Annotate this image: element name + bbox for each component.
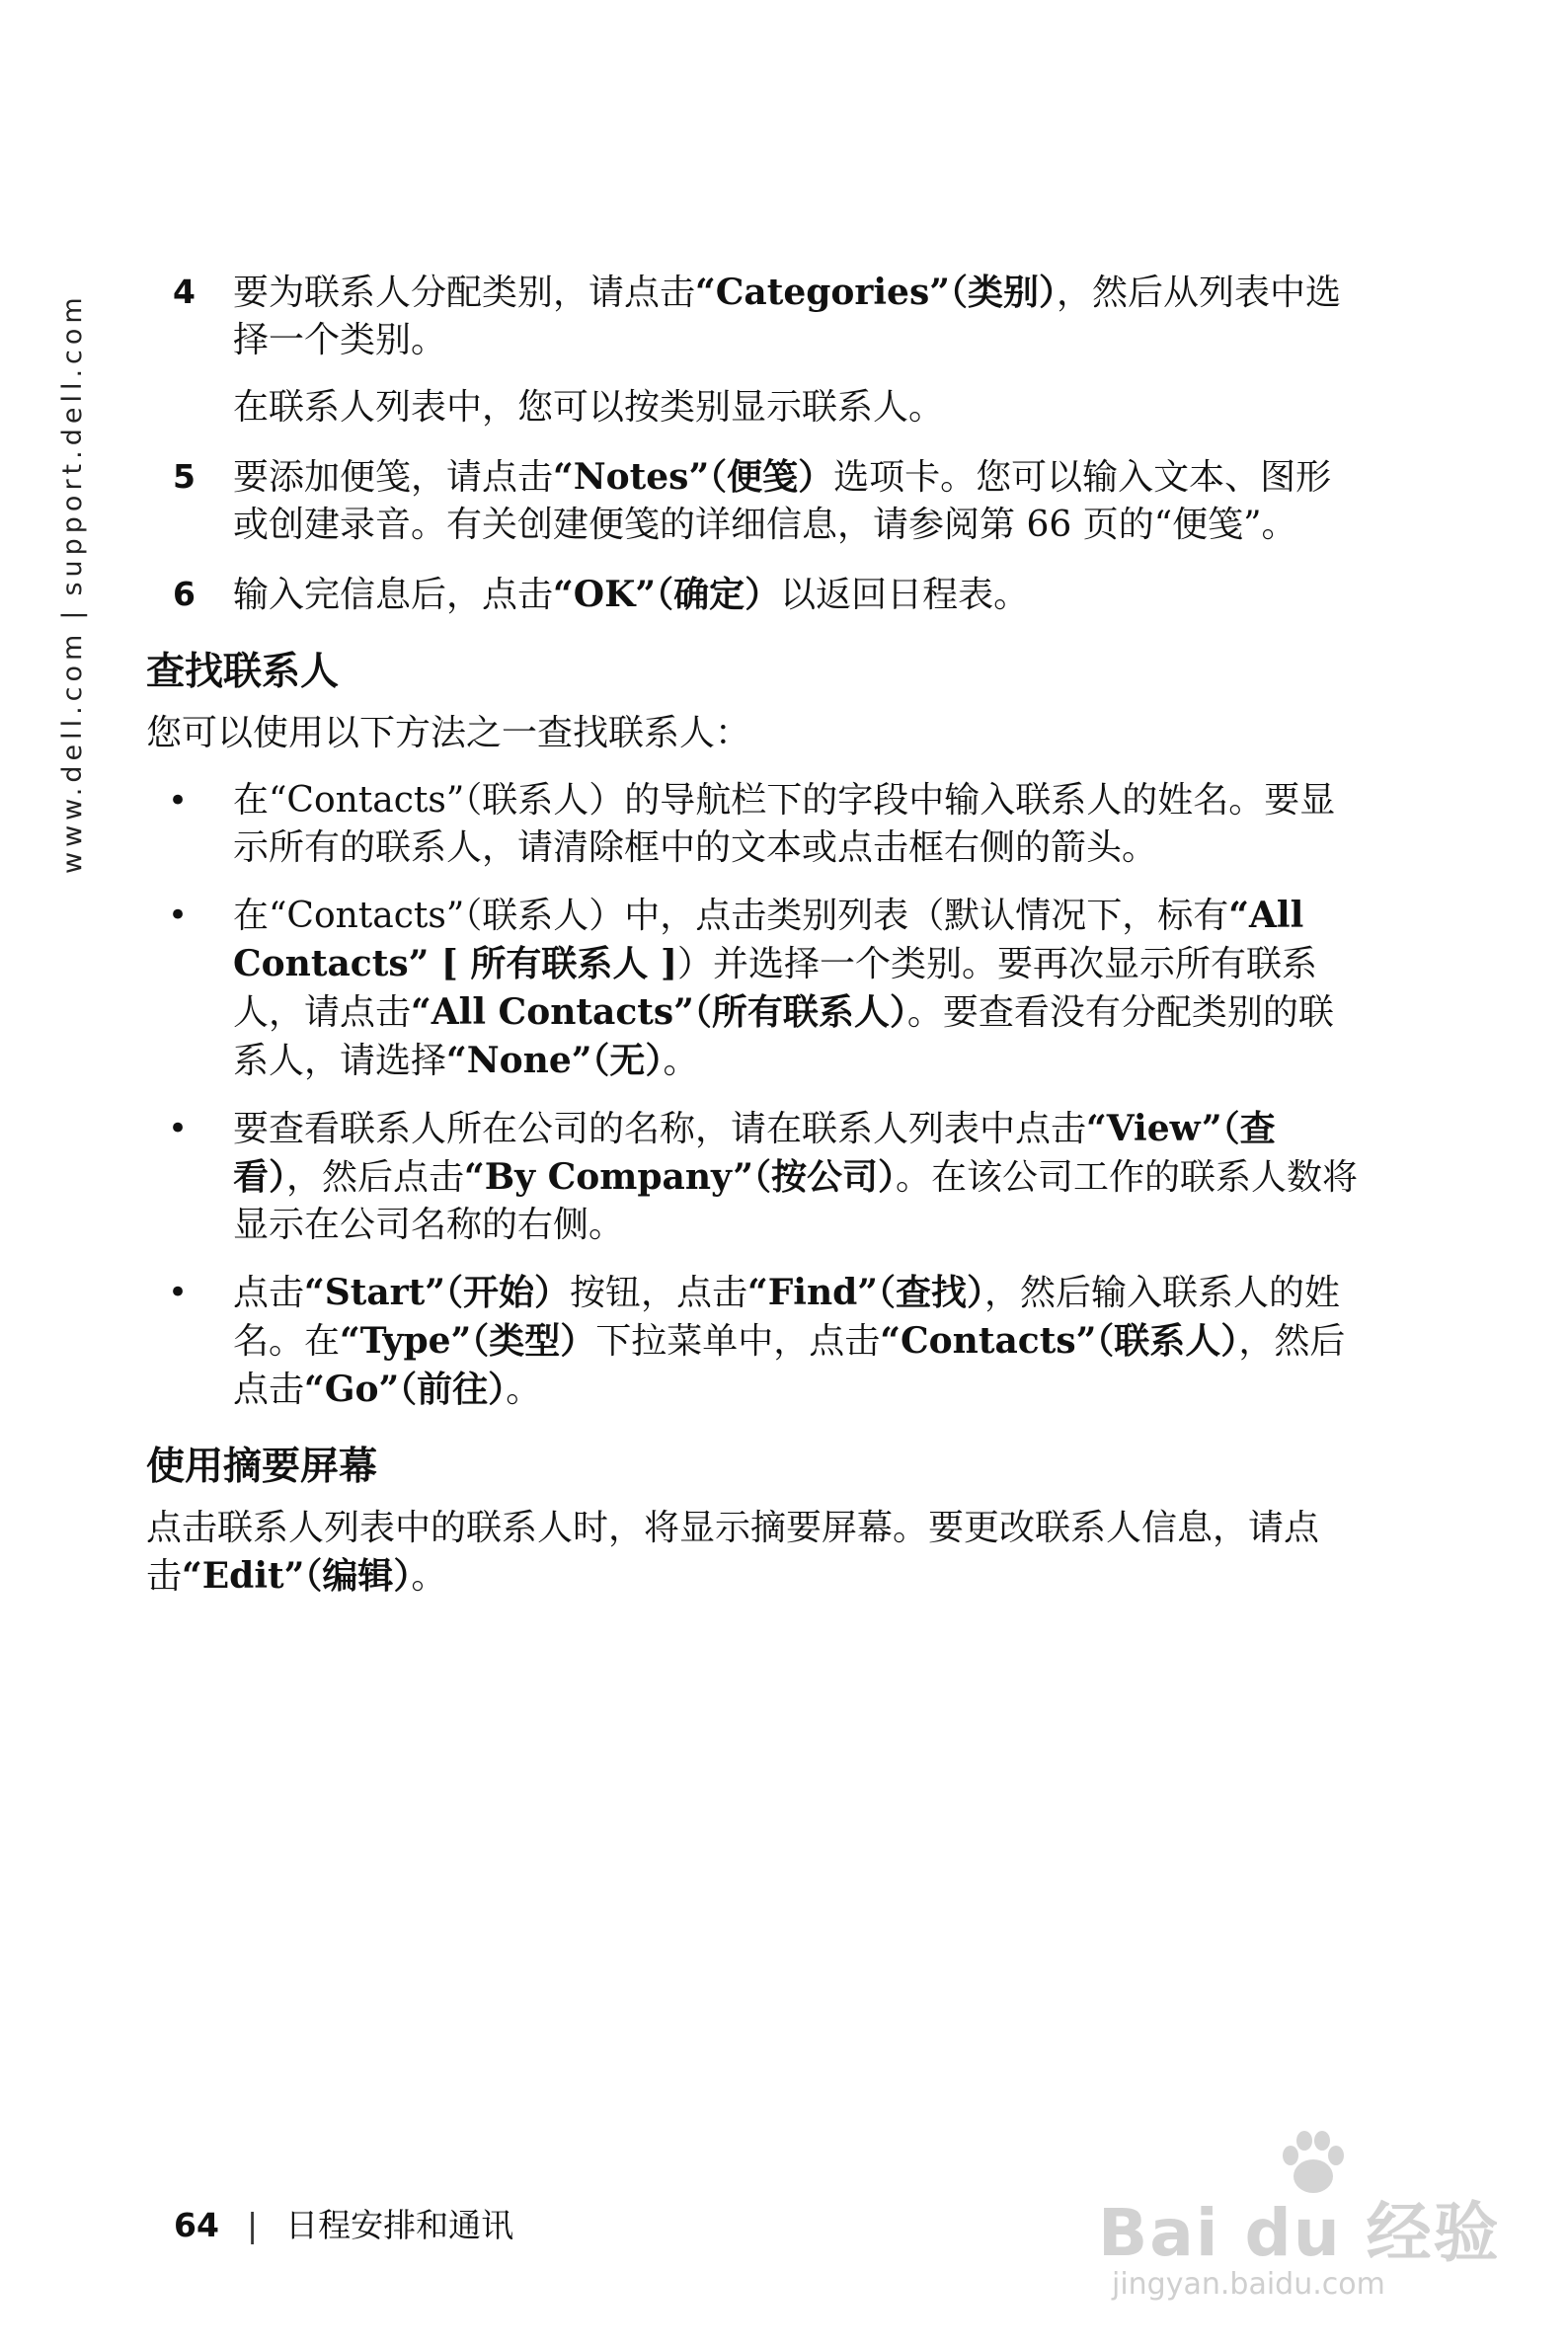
bullet-symbol: • xyxy=(168,781,189,821)
side-url xyxy=(53,281,93,874)
text-run: 下拉菜单中，点击 xyxy=(595,1321,881,1362)
summary-paragraph xyxy=(146,1505,1363,1601)
text-run: 点击 xyxy=(233,1273,305,1313)
watermark-url: jingyan.baidu.com xyxy=(1112,2267,1385,2302)
text-run: 。 xyxy=(411,1556,447,1597)
side-url-separator: | xyxy=(57,605,88,620)
text-run: ，然后点击 xyxy=(286,1157,465,1198)
step-6 xyxy=(146,571,1363,619)
bold-run: “Categories”（类别） xyxy=(695,272,1057,313)
bullet-symbol: • xyxy=(168,1273,189,1312)
heading-summary-screen: 使用摘要屏幕 xyxy=(146,1445,378,1489)
baidu-watermark xyxy=(1098,2123,1523,2311)
bold-run: “Contacts”（联系人） xyxy=(880,1320,1239,1362)
bullet-item xyxy=(146,1269,1363,1414)
text-run: 要为联系人分配类别，请点击 xyxy=(233,273,696,313)
text-run: 点击联系人列表中的联系人时，将显示摘要屏幕。要更改联系人信息，请点击 xyxy=(146,1508,1320,1597)
text-run: 输入完信息后，点击 xyxy=(233,575,554,615)
step-5 xyxy=(146,453,1363,549)
text-run: 。 xyxy=(663,1041,699,1081)
bullet-symbol: • xyxy=(168,896,189,935)
side-url-support: support.dell.com xyxy=(57,292,88,596)
text-run: 选项卡。您可以输入文本、图形或创建录音。有关创建便笺的详细信息，请参阅第 66 页的“便笺”。 xyxy=(233,457,1332,545)
step-text xyxy=(233,453,1363,549)
page-number: 64 xyxy=(174,2206,219,2244)
text-run: 按钮，点击 xyxy=(569,1273,747,1313)
bold-run: “By Company”（按公司） xyxy=(464,1156,896,1198)
bold-run: “Type”（类型） xyxy=(340,1320,596,1362)
text-run: ，然后点击 xyxy=(233,1321,1346,1410)
text-run: 。要查看没有分配类别的联系人，请选择 xyxy=(233,992,1334,1081)
text-run: 。 xyxy=(506,1370,542,1410)
text-run: 在“Contacts”（联系人）的导航栏下的字段中输入联系人的姓名。要显示所有的联系人，请清除框中的文本或点击框右侧的箭头。 xyxy=(233,780,1336,868)
step-4 xyxy=(146,269,1363,431)
footer-separator: | xyxy=(246,2206,259,2244)
bold-run: “View”（查看） xyxy=(233,1108,1276,1198)
step-subtext: 在联系人列表中，您可以按类别显示联系人。 xyxy=(233,387,945,428)
bold-run: “Start”（开始） xyxy=(304,1272,570,1313)
bold-run: “Find”（查找） xyxy=(747,1272,984,1313)
step-number: 4 xyxy=(173,273,196,311)
text-run: 在“Contacts”（联系人）中，点击类别列表（默认情况下，标有 xyxy=(233,896,1229,936)
side-url-www: www.dell.com xyxy=(57,629,88,874)
text-run: 。在该公司工作的联系人数将显示在公司名称的右侧。 xyxy=(233,1157,1359,1245)
text-run: ，然后输入联系人的姓名。在 xyxy=(233,1273,1341,1362)
text-run: 要添加便笺，请点击 xyxy=(233,457,554,498)
text-run: ，然后从列表中选择一个类别。 xyxy=(233,273,1341,360)
step-text xyxy=(233,269,1363,364)
bullet-item xyxy=(146,777,1363,872)
bold-run: “Notes”（便笺） xyxy=(553,456,834,498)
step-number: 6 xyxy=(173,575,196,613)
watermark-brand: Bai du 经验 xyxy=(1098,2195,1501,2271)
text-run: 要查看联系人所在公司的名称，请在联系人列表中点击 xyxy=(233,1109,1087,1149)
bullet-symbol: • xyxy=(168,1109,189,1148)
heading-find-contacts: 查找联系人 xyxy=(146,650,340,694)
bold-run: “All Contacts” [ 所有联系人 ] xyxy=(233,895,1304,984)
text-run: 以返回日程表。 xyxy=(780,575,1030,615)
bold-run: “OK”（确定） xyxy=(553,574,781,615)
page-footer xyxy=(174,2204,513,2247)
step-number: 5 xyxy=(173,457,196,496)
bold-run: “All Contacts”（所有联系人） xyxy=(411,991,907,1033)
bold-run: “None”（无） xyxy=(446,1040,664,1081)
bullet-item xyxy=(146,1105,1363,1249)
bold-run: “Go”（前往） xyxy=(304,1369,507,1410)
chapter-title: 日程安排和通讯 xyxy=(285,2206,514,2244)
text-run: ）并选择一个类别。要再次显示所有联系人，请点击 xyxy=(233,944,1317,1033)
page-content xyxy=(146,269,1363,1620)
bullet-item xyxy=(146,892,1363,1085)
step-text xyxy=(233,571,1363,619)
bold-run: “Edit”（编辑） xyxy=(182,1555,412,1597)
find-intro: 您可以使用以下方法之一查找联系人： xyxy=(146,713,751,753)
